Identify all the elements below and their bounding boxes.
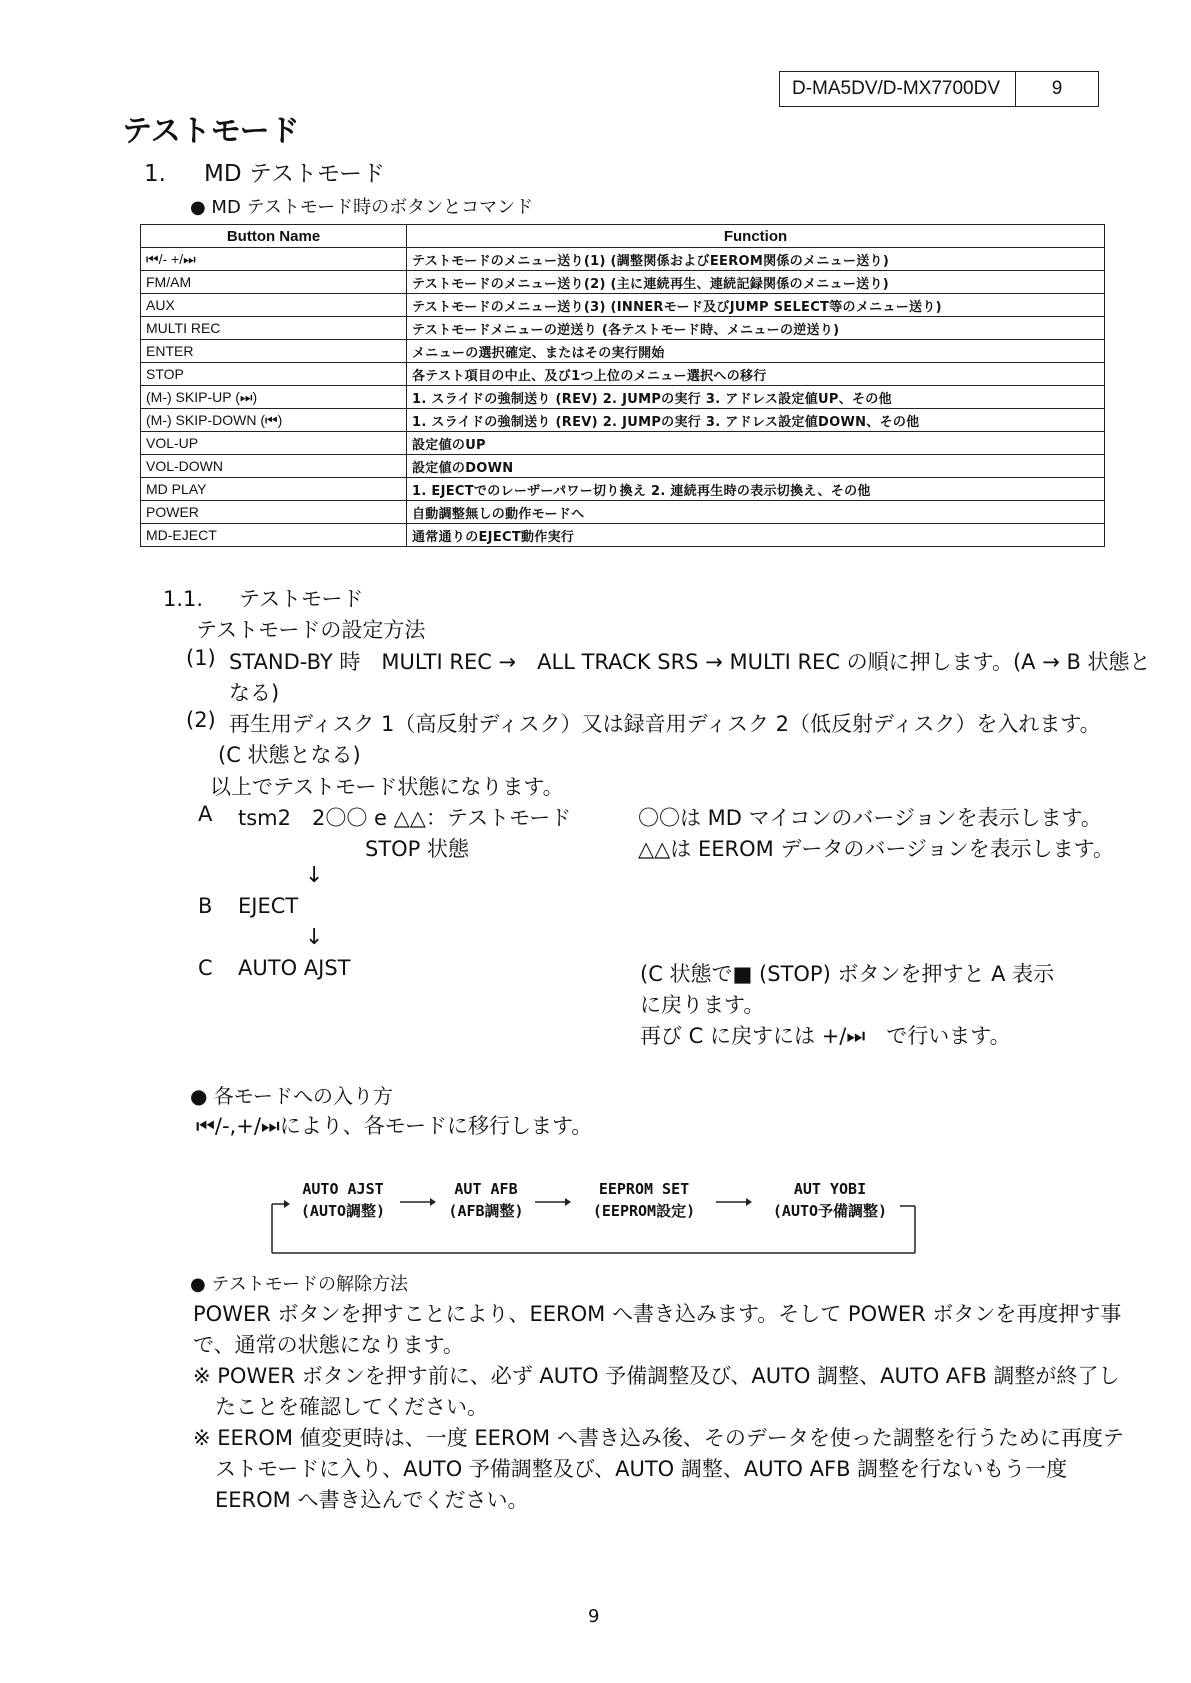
flow-step-eeprom-set bbox=[574, 1178, 714, 1222]
button-name-cell: ENTER bbox=[141, 340, 407, 363]
table-row bbox=[141, 271, 1105, 294]
step-1-line-1: STAND-BY 時 MULTI REC → ALL TRACK SRS → MULTI REC の順に押します。(A → B 状態と bbox=[229, 650, 1151, 674]
button-name-cell: VOL-DOWN bbox=[141, 455, 407, 478]
note-1-line-2: たことを確認してください。 bbox=[215, 1395, 488, 1419]
function-cell: メニューの選択確定、またはその実行開始 bbox=[407, 340, 1105, 363]
table-row bbox=[141, 478, 1105, 501]
table-row bbox=[141, 455, 1105, 478]
step-2-number: (2) bbox=[186, 708, 216, 732]
col-header-function: Function bbox=[407, 225, 1105, 248]
step-2-line-1: 再生用ディスク 1（高反射ディスク）又は録音用ディスク 2（低反射ディスク）を入れます。 bbox=[229, 712, 1101, 736]
section-1-1-title: テストモード bbox=[239, 587, 364, 611]
header-page-number: 9 bbox=[1015, 72, 1098, 106]
section-1-number: 1. bbox=[144, 161, 166, 187]
section-1-1-number: 1.1. bbox=[163, 587, 204, 611]
function-cell: テストモードメニューの逆送り (各テストモード時、メニューの逆送り) bbox=[407, 317, 1105, 340]
note-2-line-2: ストモードに入り、AUTO 予備調整及び、AUTO 調整、AUTO AFB 調整を行ないもう一度 bbox=[215, 1457, 1068, 1481]
flow-step-auto-ajst bbox=[288, 1178, 398, 1222]
note-2-line-3: EEROM へ書き込んでください。 bbox=[215, 1488, 529, 1512]
flow-step-sub: (AUTO調整) bbox=[300, 1202, 386, 1220]
note-c-line-1: (C 状態で■ (STOP) ボタンを押すと A 表示 bbox=[640, 962, 1055, 986]
test-mode-result: 以上でテストモード状態になります。 bbox=[210, 775, 564, 799]
step-1-line-2: なる) bbox=[229, 681, 280, 705]
table-row bbox=[141, 248, 1105, 271]
state-b-text: EJECT bbox=[238, 894, 299, 918]
function-cell: 1. スライドの強制送り (REV) 2. JUMPの実行 3. アドレス設定値DOWN、その他 bbox=[407, 409, 1105, 432]
page-title: テストモード bbox=[122, 114, 300, 149]
bullet-release-method: ● テストモードの解除方法 bbox=[190, 1274, 408, 1295]
function-cell: 通常通りのEJECT動作実行 bbox=[407, 524, 1105, 547]
note-a-line-1: 〇〇は MD マイコンのバージョンを表示します。 bbox=[638, 806, 1102, 830]
section-1-heading bbox=[144, 155, 385, 188]
table-row bbox=[141, 501, 1105, 524]
button-name-cell: FM/AM bbox=[141, 271, 407, 294]
mode-flow-diagram bbox=[270, 1170, 918, 1255]
table-row bbox=[141, 363, 1105, 386]
button-name-cell: MD-EJECT bbox=[141, 524, 407, 547]
state-a-letter: A bbox=[198, 802, 213, 826]
bullet-buttons-commands: ● MD テストモード時のボタンとコマンド bbox=[190, 197, 534, 218]
table-row bbox=[141, 409, 1105, 432]
function-cell: 1. スライドの強制送り (REV) 2. JUMPの実行 3. アドレス設定値UP、その他 bbox=[407, 386, 1105, 409]
state-a-sub: STOP 状態 bbox=[365, 837, 470, 861]
button-name-cell: AUX bbox=[141, 294, 407, 317]
function-cell: テストモードのメニュー送り(2) (主に連続再生、連続記録関係のメニュー送り) bbox=[407, 271, 1105, 294]
flow-step-sub: (AUTO予備調整) bbox=[772, 1202, 888, 1220]
flow-step-sub: (AFB調整) bbox=[448, 1202, 524, 1220]
function-cell: 1. EJECTでのレーザーパワー切り換え 2. 連続再生時の表示切換え、その他 bbox=[407, 478, 1105, 501]
flow-step-label: AUTO AJST bbox=[302, 1180, 384, 1198]
note-1-line-1: ※ POWER ボタンを押す前に、必ず AUTO 予備調整及び、AUTO 調整、AUTO AFB 調整が終了し bbox=[193, 1364, 1120, 1388]
model-header-box bbox=[779, 71, 1099, 107]
table-row bbox=[141, 340, 1105, 363]
flow-step-label: AUT YOBI bbox=[793, 1180, 867, 1198]
mode-entry-text: ⏮/-,+/⏭により、各モードに移行します。 bbox=[196, 1114, 593, 1138]
col-header-button: Button Name bbox=[141, 225, 407, 248]
function-cell: 自動調整無しの動作モードへ bbox=[407, 501, 1105, 524]
model-name: D-MA5DV/D-MX7700DV bbox=[792, 78, 1000, 99]
state-c-text: AUTO AJST bbox=[238, 956, 351, 980]
button-function-table bbox=[140, 224, 1105, 547]
table-header-row bbox=[141, 225, 1105, 248]
flow-step-aut-yobi bbox=[760, 1178, 900, 1222]
button-name-cell: (M-) SKIP-DOWN (⏮) bbox=[141, 409, 407, 432]
footer-page-number: 9 bbox=[588, 1606, 600, 1627]
table-row bbox=[141, 294, 1105, 317]
note-a-line-2: △△は EEROM データのバージョンを表示します。 bbox=[638, 837, 1114, 861]
step-1-number: (1) bbox=[186, 646, 216, 670]
note-c-line-2: に戻ります。 bbox=[640, 993, 765, 1017]
button-name-cell: POWER bbox=[141, 501, 407, 524]
bullet-mode-entry: ● 各モードへの入り方 bbox=[190, 1084, 394, 1108]
button-name-cell: ⏮/- +/⏭ bbox=[141, 248, 407, 271]
button-name-cell: MULTI REC bbox=[141, 317, 407, 340]
function-cell: 設定値のDOWN bbox=[407, 455, 1105, 478]
function-cell: 設定値のUP bbox=[407, 432, 1105, 455]
arrow-down-icon: ↓ bbox=[305, 863, 324, 888]
button-name-cell: VOL-UP bbox=[141, 432, 407, 455]
step-2-line-2: (C 状態となる) bbox=[218, 743, 361, 767]
button-name-cell: STOP bbox=[141, 363, 407, 386]
release-line-1: POWER ボタンを押すことにより、EEROM へ書き込みます。そして POWER ボタンを再度押す事 bbox=[193, 1302, 1122, 1326]
note-c-line-3: 再び C に戻すには +/⏭ で行います。 bbox=[640, 1024, 1011, 1048]
section-1-title: MD テストモード bbox=[204, 161, 386, 187]
function-cell: テストモードのメニュー送り(1) (調整関係およびEEROM関係のメニュー送り) bbox=[407, 248, 1105, 271]
function-cell: テストモードのメニュー送り(3) (INNERモード及びJUMP SELECT等のメニュー送り) bbox=[407, 294, 1105, 317]
release-line-2: で、通常の状態になります。 bbox=[193, 1333, 464, 1357]
setting-method-heading: テストモードの設定方法 bbox=[196, 618, 426, 642]
section-1-1-heading bbox=[163, 583, 363, 613]
flow-step-label: AUT AFB bbox=[454, 1180, 518, 1198]
flow-step-label: EEPROM SET bbox=[598, 1180, 690, 1198]
table-row bbox=[141, 432, 1105, 455]
table-row bbox=[141, 386, 1105, 409]
button-name-cell: MD PLAY bbox=[141, 478, 407, 501]
note-2-line-1: ※ EEROM 値変更時は、一度 EEROM へ書き込み後、そのデータを使った調整を行うために再度テ bbox=[193, 1426, 1124, 1450]
state-c-letter: C bbox=[198, 956, 213, 980]
button-name-cell: (M-) SKIP-UP (⏭) bbox=[141, 386, 407, 409]
table-row bbox=[141, 317, 1105, 340]
arrow-down-icon: ↓ bbox=[305, 925, 324, 950]
state-a-text: tsm2 2〇〇 e △△：テストモード bbox=[238, 806, 572, 830]
table-row bbox=[141, 524, 1105, 547]
flow-step-aut-afb bbox=[440, 1178, 532, 1222]
flow-step-sub: (EEPROM設定) bbox=[592, 1202, 696, 1220]
state-b-letter: B bbox=[198, 894, 213, 918]
function-cell: 各テスト項目の中止、及び1つ上位のメニュー選択への移行 bbox=[407, 363, 1105, 386]
